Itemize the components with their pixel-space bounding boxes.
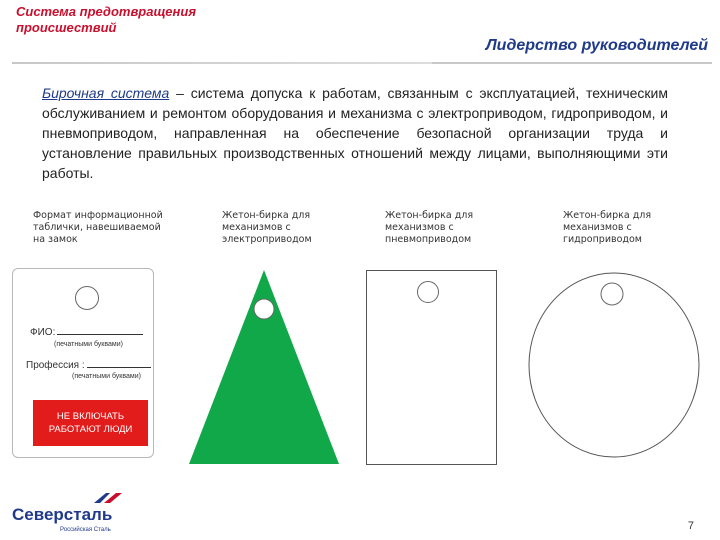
do-not-switch-on-warning: НЕ ВКЛЮЧАТЬ РАБОТАЮТ ЛЮДИ	[33, 400, 148, 446]
profession-field-hint: (печатными буквами)	[72, 373, 141, 380]
header-left-title: Система предотвращения происшествий	[16, 4, 196, 35]
name-field-hint: (печатными буквами)	[54, 341, 123, 348]
header-right-title: Лидерство руководителей	[485, 37, 708, 54]
circle-tag-hole	[601, 283, 623, 305]
definition-text: – система допуска к работам, связанным с эксплуатацией, техническим обслуживанием и ремонтом оборудования и механизма с электроприводом, гидроприводом, и пневмоприводом, направленная на обеспечение безопасной организации труда и установление правильных производственных отношений между лицами, выполняющими эти работы.	[42, 85, 668, 181]
logo-mark-icon	[92, 491, 124, 505]
caption-hydraulic-tag: Жетон-бирка для механизмов с гидроприводом	[563, 210, 652, 245]
definition-term: Бирочная система	[42, 85, 170, 101]
triangle-tag-hole	[254, 299, 274, 319]
company-logo-subtitle: Российская Сталь	[60, 527, 111, 533]
electric-triangle-tag	[186, 268, 342, 466]
name-field-label: ФИО:	[30, 325, 143, 338]
info-tag-hole	[75, 286, 99, 310]
caption-electric-tag: Жетон-бирка для механизмов с электроприводом	[222, 210, 312, 245]
caption-pneumatic-tag: Жетон-бирка для механизмов с пневмоприводом	[385, 210, 474, 245]
company-logo: Северсталь	[12, 505, 113, 524]
header-divider-accent	[12, 62, 432, 64]
rectangle-tag-hole	[417, 281, 439, 303]
caption-info-tag: Формат информационной таблички, навешиваемой на замок	[33, 210, 163, 245]
profession-field-label: Профессия :	[26, 358, 151, 371]
hydraulic-circle-tag	[527, 270, 703, 460]
definition-paragraph	[42, 83, 668, 183]
page-number: 7	[687, 520, 694, 532]
